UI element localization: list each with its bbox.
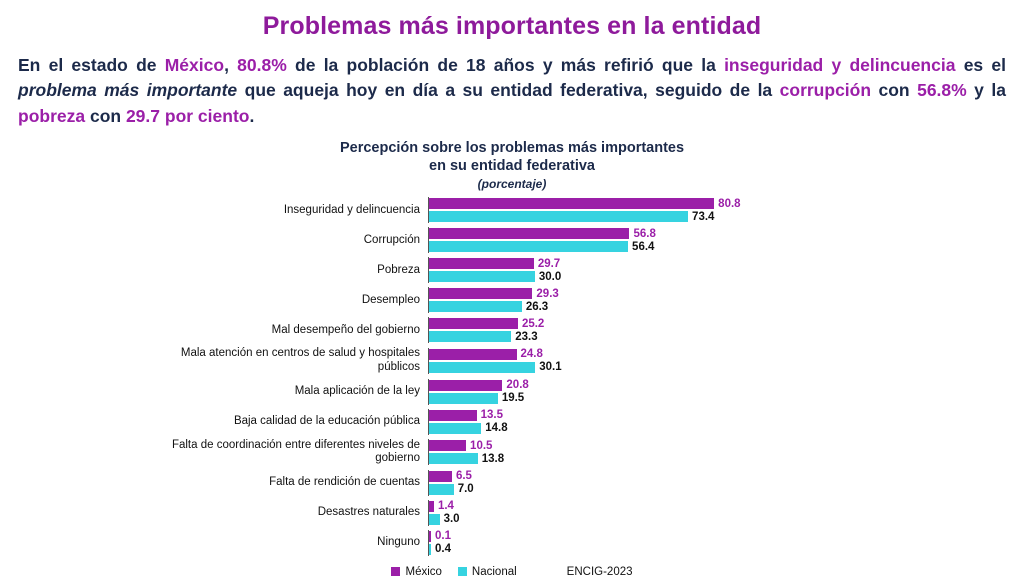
legend-item-nacional <box>458 566 517 578</box>
bar-value-label: 1.4 <box>437 500 454 513</box>
bar-rect <box>429 471 452 482</box>
chart-container <box>152 139 872 578</box>
bar-nacional <box>429 330 872 343</box>
lead-text-6: con <box>871 80 918 101</box>
bar-value-label: 14.8 <box>485 422 508 434</box>
lead-text-8: con <box>85 105 126 126</box>
lead-issue-main: inseguridad y delincuencia <box>724 55 956 75</box>
bar-rect <box>429 288 532 299</box>
bar-nacional <box>429 210 872 223</box>
lead-text-1: En el estado de <box>18 55 165 75</box>
bar-nacional <box>429 270 872 283</box>
lead-issue-3: pobreza <box>18 105 86 126</box>
chart-title-line-2: en su entidad federativa <box>429 158 595 175</box>
chart-row <box>152 470 872 496</box>
bar-rect <box>429 453 478 464</box>
lead-text-9: . <box>249 105 255 126</box>
lead-pct-3: 29.7 por ciento <box>125 105 250 126</box>
bar-value-label: 13.8 <box>481 452 505 465</box>
lead-text-3: de la población de 18 años y más refirió que la <box>286 55 725 75</box>
page-title: Problemas más importantes en la entidad <box>262 12 762 40</box>
category-label: Desempleo <box>361 293 420 306</box>
bar-value-label: 80.8 <box>718 197 741 210</box>
bar-nacional <box>429 361 872 374</box>
bar-value-label: 25.2 <box>521 317 545 330</box>
bar-rect <box>429 228 629 239</box>
bar-mexico <box>429 257 872 270</box>
bar-rect <box>429 531 431 542</box>
bar-group <box>428 530 872 556</box>
bar-value-label: 3.0 <box>443 513 460 526</box>
bar-nacional <box>429 422 872 435</box>
legend-swatch-mexico <box>391 567 400 576</box>
category-label: Desastres naturales <box>317 505 420 518</box>
bar-rect <box>429 198 714 209</box>
slide <box>0 12 1024 586</box>
bar-mexico <box>429 439 872 452</box>
bar-value-label: 73.4 <box>692 210 715 223</box>
bar-nacional <box>429 392 872 405</box>
bar-mexico <box>429 409 872 422</box>
lead-state: México <box>164 55 225 75</box>
bar-mexico <box>429 227 872 240</box>
legend-label-nacional: Nacional <box>471 565 517 578</box>
bar-group <box>428 197 872 223</box>
lead-pct-main: 80.8% <box>237 55 287 75</box>
bar-mexico <box>429 317 872 330</box>
bar-group <box>428 409 872 435</box>
bar-rect <box>429 501 434 512</box>
bar-nacional <box>429 452 872 465</box>
bar-rect <box>429 410 477 421</box>
bar-nacional <box>429 240 872 253</box>
bar-value-label: 23.3 <box>515 330 538 343</box>
bar-rect <box>429 301 522 312</box>
bar-value-label: 26.3 <box>525 300 549 313</box>
chart-row <box>152 197 872 223</box>
bar-plot <box>152 197 872 555</box>
bar-value-label: 30.1 <box>539 361 562 374</box>
bar-rect <box>429 211 688 222</box>
bar-value-label: 24.8 <box>520 348 543 361</box>
category-label: Mala atención en centros de salud y hospitales públicos <box>180 347 420 373</box>
bar-mexico <box>429 470 872 483</box>
legend-item-mexico <box>391 566 441 578</box>
bar-rect <box>429 514 440 525</box>
chart-row <box>152 347 872 374</box>
bar-rect <box>429 393 498 404</box>
bar-nacional <box>429 543 872 556</box>
bar-nacional <box>429 483 872 496</box>
bar-value-label: 10.5 <box>470 439 493 452</box>
chart-row <box>152 379 872 405</box>
bar-rect <box>429 380 502 391</box>
bar-rect <box>429 318 518 329</box>
lead-issue-2: corrupción <box>779 80 872 101</box>
category-label: Ninguno <box>377 535 420 548</box>
bar-mexico <box>429 197 872 210</box>
chart-title-line-1: Percepción sobre los problemas más importantes <box>339 140 685 157</box>
bar-mexico <box>429 530 872 543</box>
category-label: Corrupción <box>363 233 420 246</box>
bar-nacional <box>429 300 872 313</box>
bar-rect <box>429 271 535 282</box>
bar-rect <box>429 349 517 360</box>
bar-group <box>428 317 872 343</box>
bar-value-label: 7.0 <box>457 483 474 496</box>
bar-rect <box>429 331 511 342</box>
lead-text-5: que aqueja hoy en día a su entidad federativa, seguido de la <box>237 80 780 101</box>
bar-value-label: 19.5 <box>501 392 525 404</box>
bar-mexico <box>429 348 872 361</box>
bar-rect <box>429 258 534 269</box>
chart-subtitle: (porcentaje) <box>477 177 547 192</box>
lead-text-2: , <box>224 55 238 75</box>
chart-row <box>152 317 872 343</box>
chart-row <box>152 409 872 435</box>
category-label: Inseguridad y delincuencia <box>283 203 420 216</box>
bar-rect <box>429 484 454 495</box>
bar-value-label: 13.5 <box>480 409 504 421</box>
chart-row <box>152 500 872 526</box>
category-label: Falta de coordinación entre diferentes niveles de gobierno <box>171 438 420 465</box>
bar-group <box>428 287 872 313</box>
lead-pct-2: 56.8% <box>917 80 967 101</box>
lead-paragraph <box>18 53 1006 129</box>
bar-value-label: 56.8 <box>633 227 656 240</box>
bar-group <box>428 348 872 374</box>
bar-mexico <box>429 379 872 392</box>
category-label: Mala aplicación de la ley <box>294 384 420 397</box>
category-label: Mal desempeño del gobierno <box>271 323 420 336</box>
bar-rect <box>429 440 466 451</box>
bar-value-label: 29.7 <box>537 257 561 270</box>
bar-value-label: 30.0 <box>538 270 562 283</box>
bar-value-label: 0.1 <box>435 530 451 543</box>
bar-group <box>428 227 872 253</box>
bar-group <box>428 379 872 405</box>
bar-group <box>428 470 872 496</box>
chart-row <box>152 227 872 253</box>
bar-rect <box>429 362 535 373</box>
bar-value-label: 29.3 <box>536 287 559 300</box>
bar-group <box>428 500 872 526</box>
lead-text-7: y la <box>966 80 1006 101</box>
bar-mexico <box>429 287 872 300</box>
bar-rect <box>429 423 481 434</box>
lead-emphasis: problema más importante <box>18 80 238 101</box>
legend-swatch-nacional <box>458 567 467 576</box>
category-label: Baja calidad de la educación pública <box>233 414 420 427</box>
chart-row <box>152 257 872 283</box>
chart-source: ENCIG-2023 <box>566 565 633 578</box>
bar-group <box>428 257 872 283</box>
chart-row <box>152 287 872 313</box>
bar-mexico <box>429 500 872 513</box>
chart-row <box>152 530 872 556</box>
legend-label-mexico: México <box>405 565 442 578</box>
chart-legend <box>152 566 872 578</box>
bar-value-label: 56.4 <box>632 240 655 253</box>
category-label: Pobreza <box>377 263 420 276</box>
bar-value-label: 6.5 <box>455 470 472 483</box>
chart-row <box>152 439 872 466</box>
bar-group <box>428 439 872 465</box>
bar-rect <box>429 241 628 252</box>
chart-title <box>152 139 872 175</box>
bar-value-label: 0.4 <box>435 543 451 556</box>
lead-text-4: es el <box>955 55 1006 75</box>
bar-rect <box>429 544 431 555</box>
category-label: Falta de rendición de cuentas <box>269 475 420 488</box>
bar-value-label: 20.8 <box>506 379 529 391</box>
bar-nacional <box>429 513 872 526</box>
